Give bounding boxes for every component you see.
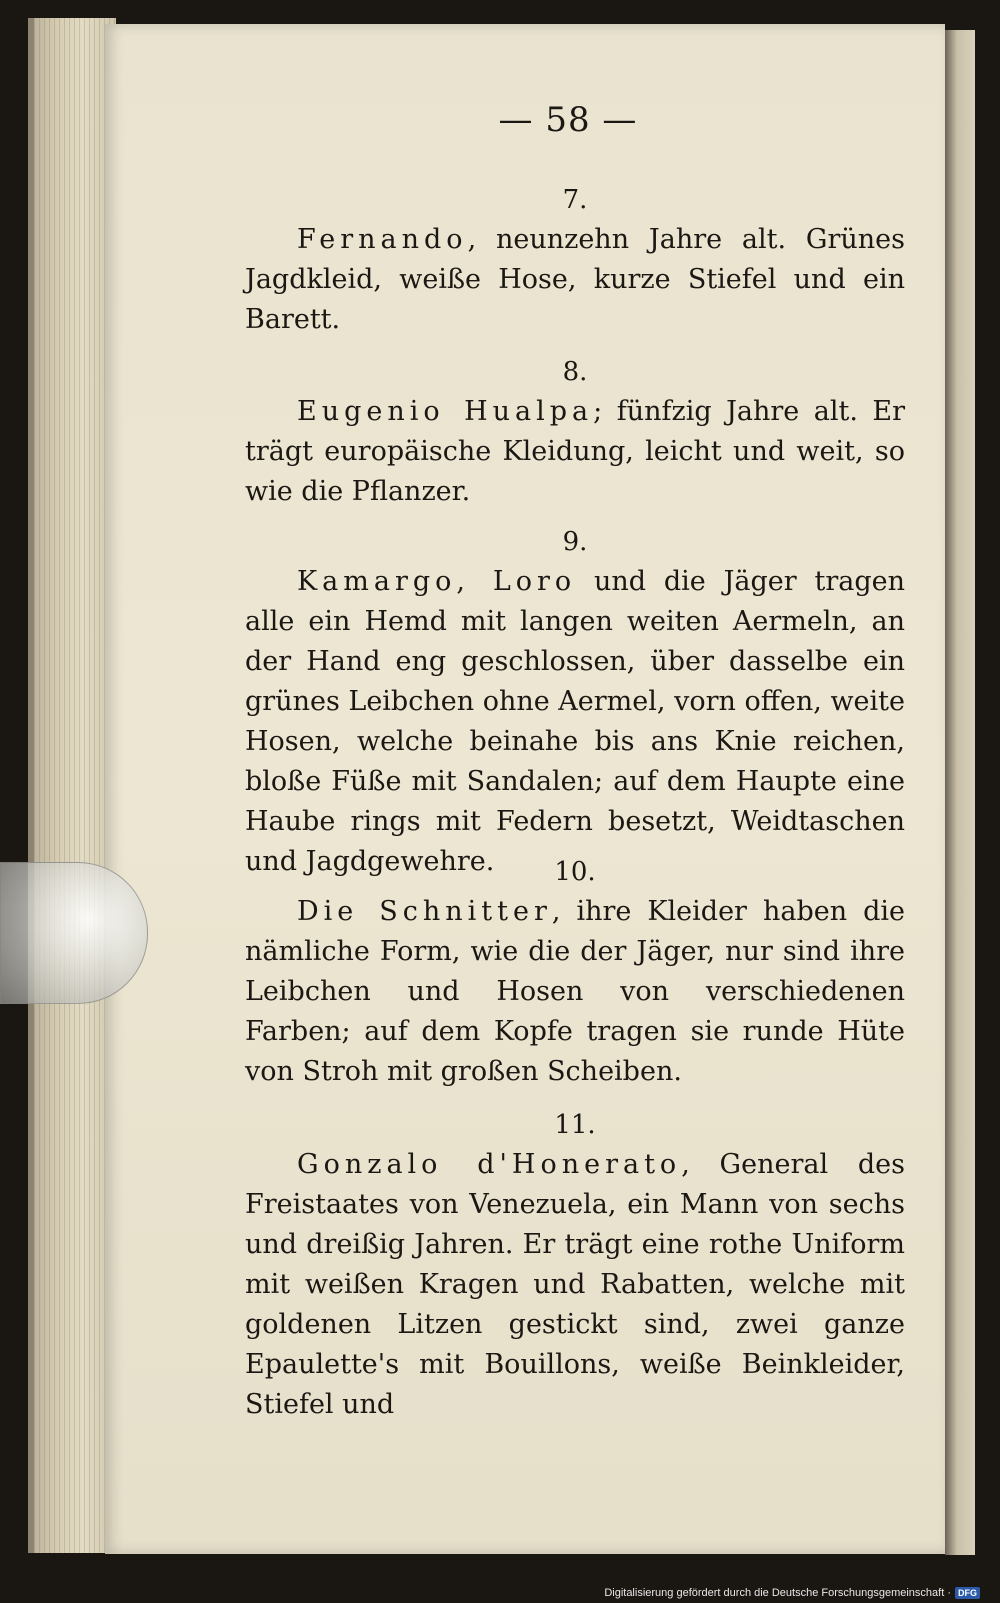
entry-paragraph (245, 1145, 905, 1425)
entry-text: , ihre Kleider haben die nämliche Form, wie die der Jäger, nur sind ihre Leibchen und Hosen von verschiedenen Farben; auf dem Kopfe tragen sie runde Hüte von Stroh mit großen Scheiben. (245, 896, 905, 1087)
entry-paragraph (245, 392, 905, 512)
character-name: Gonzalo d'Honerato (297, 1149, 682, 1180)
entry-text: und die Jäger tragen alle ein Hemd mit langen weiten Aermeln, an der Hand eng geschlossen, über dasselbe ein grünes Leibchen ohne Aermel, vorn offen, weite Hosen, welche beinahe bis ans Knie reichen, bloße Füße mit Sandalen; auf dem Haupte eine Haube rings mit Federn besetzt, Weidtaschen und Jagdgewehre. (245, 566, 905, 877)
entry-8 (245, 352, 905, 512)
footer-credit (604, 1587, 980, 1599)
entry-number: 11. (554, 1110, 596, 1140)
entry-11 (245, 1105, 905, 1425)
entry-text: , General des Freistaates von Venezuela, ein Mann von sechs und dreißig Jahren. Er trägt eine rothe Uniform mit weißen Kragen und Rabatten, welche mit goldenen Litzen gestickt sind, zwei ganze Epaulette's mit Bouillons, weiße Beinkleider, Stiefel und (245, 1149, 905, 1420)
dfg-logo: DFG (955, 1587, 980, 1599)
entry-text: , neunzehn Jahre alt. Grünes Jagdkleid, weiße Hose, kurze Stiefel und ein Barett. (245, 224, 905, 335)
footer-text: Digitalisierung gefördert durch die Deutsche Forschungsgemeinschaft · (604, 1587, 951, 1599)
entry-paragraph (245, 220, 905, 340)
character-name: Die Schnitter (297, 896, 552, 927)
edge-lines (34, 18, 116, 1553)
entry-paragraph (245, 562, 905, 882)
book-page-edges (28, 18, 116, 1553)
character-name: Eugenio Hualpa (297, 396, 594, 427)
book-right-edge (945, 30, 975, 1555)
entry-paragraph (245, 892, 905, 1092)
entry-9 (245, 522, 905, 882)
entry-number: 10. (554, 857, 596, 887)
entry-number: 9. (562, 527, 588, 557)
entry-text: ; fünfzig Jahre alt. Er trägt europäische Kleidung, leicht und weit, so wie die Pflanzer. (245, 396, 905, 507)
page-clip (0, 862, 148, 1004)
entry-number: 8. (562, 357, 588, 387)
entry-number: 7. (562, 185, 588, 215)
entry-7 (245, 180, 905, 340)
entry-10 (245, 852, 905, 1092)
character-name: Kamargo, Loro (297, 566, 577, 597)
page-number: — 58 — (498, 100, 638, 140)
character-name: Fernando (297, 224, 468, 255)
